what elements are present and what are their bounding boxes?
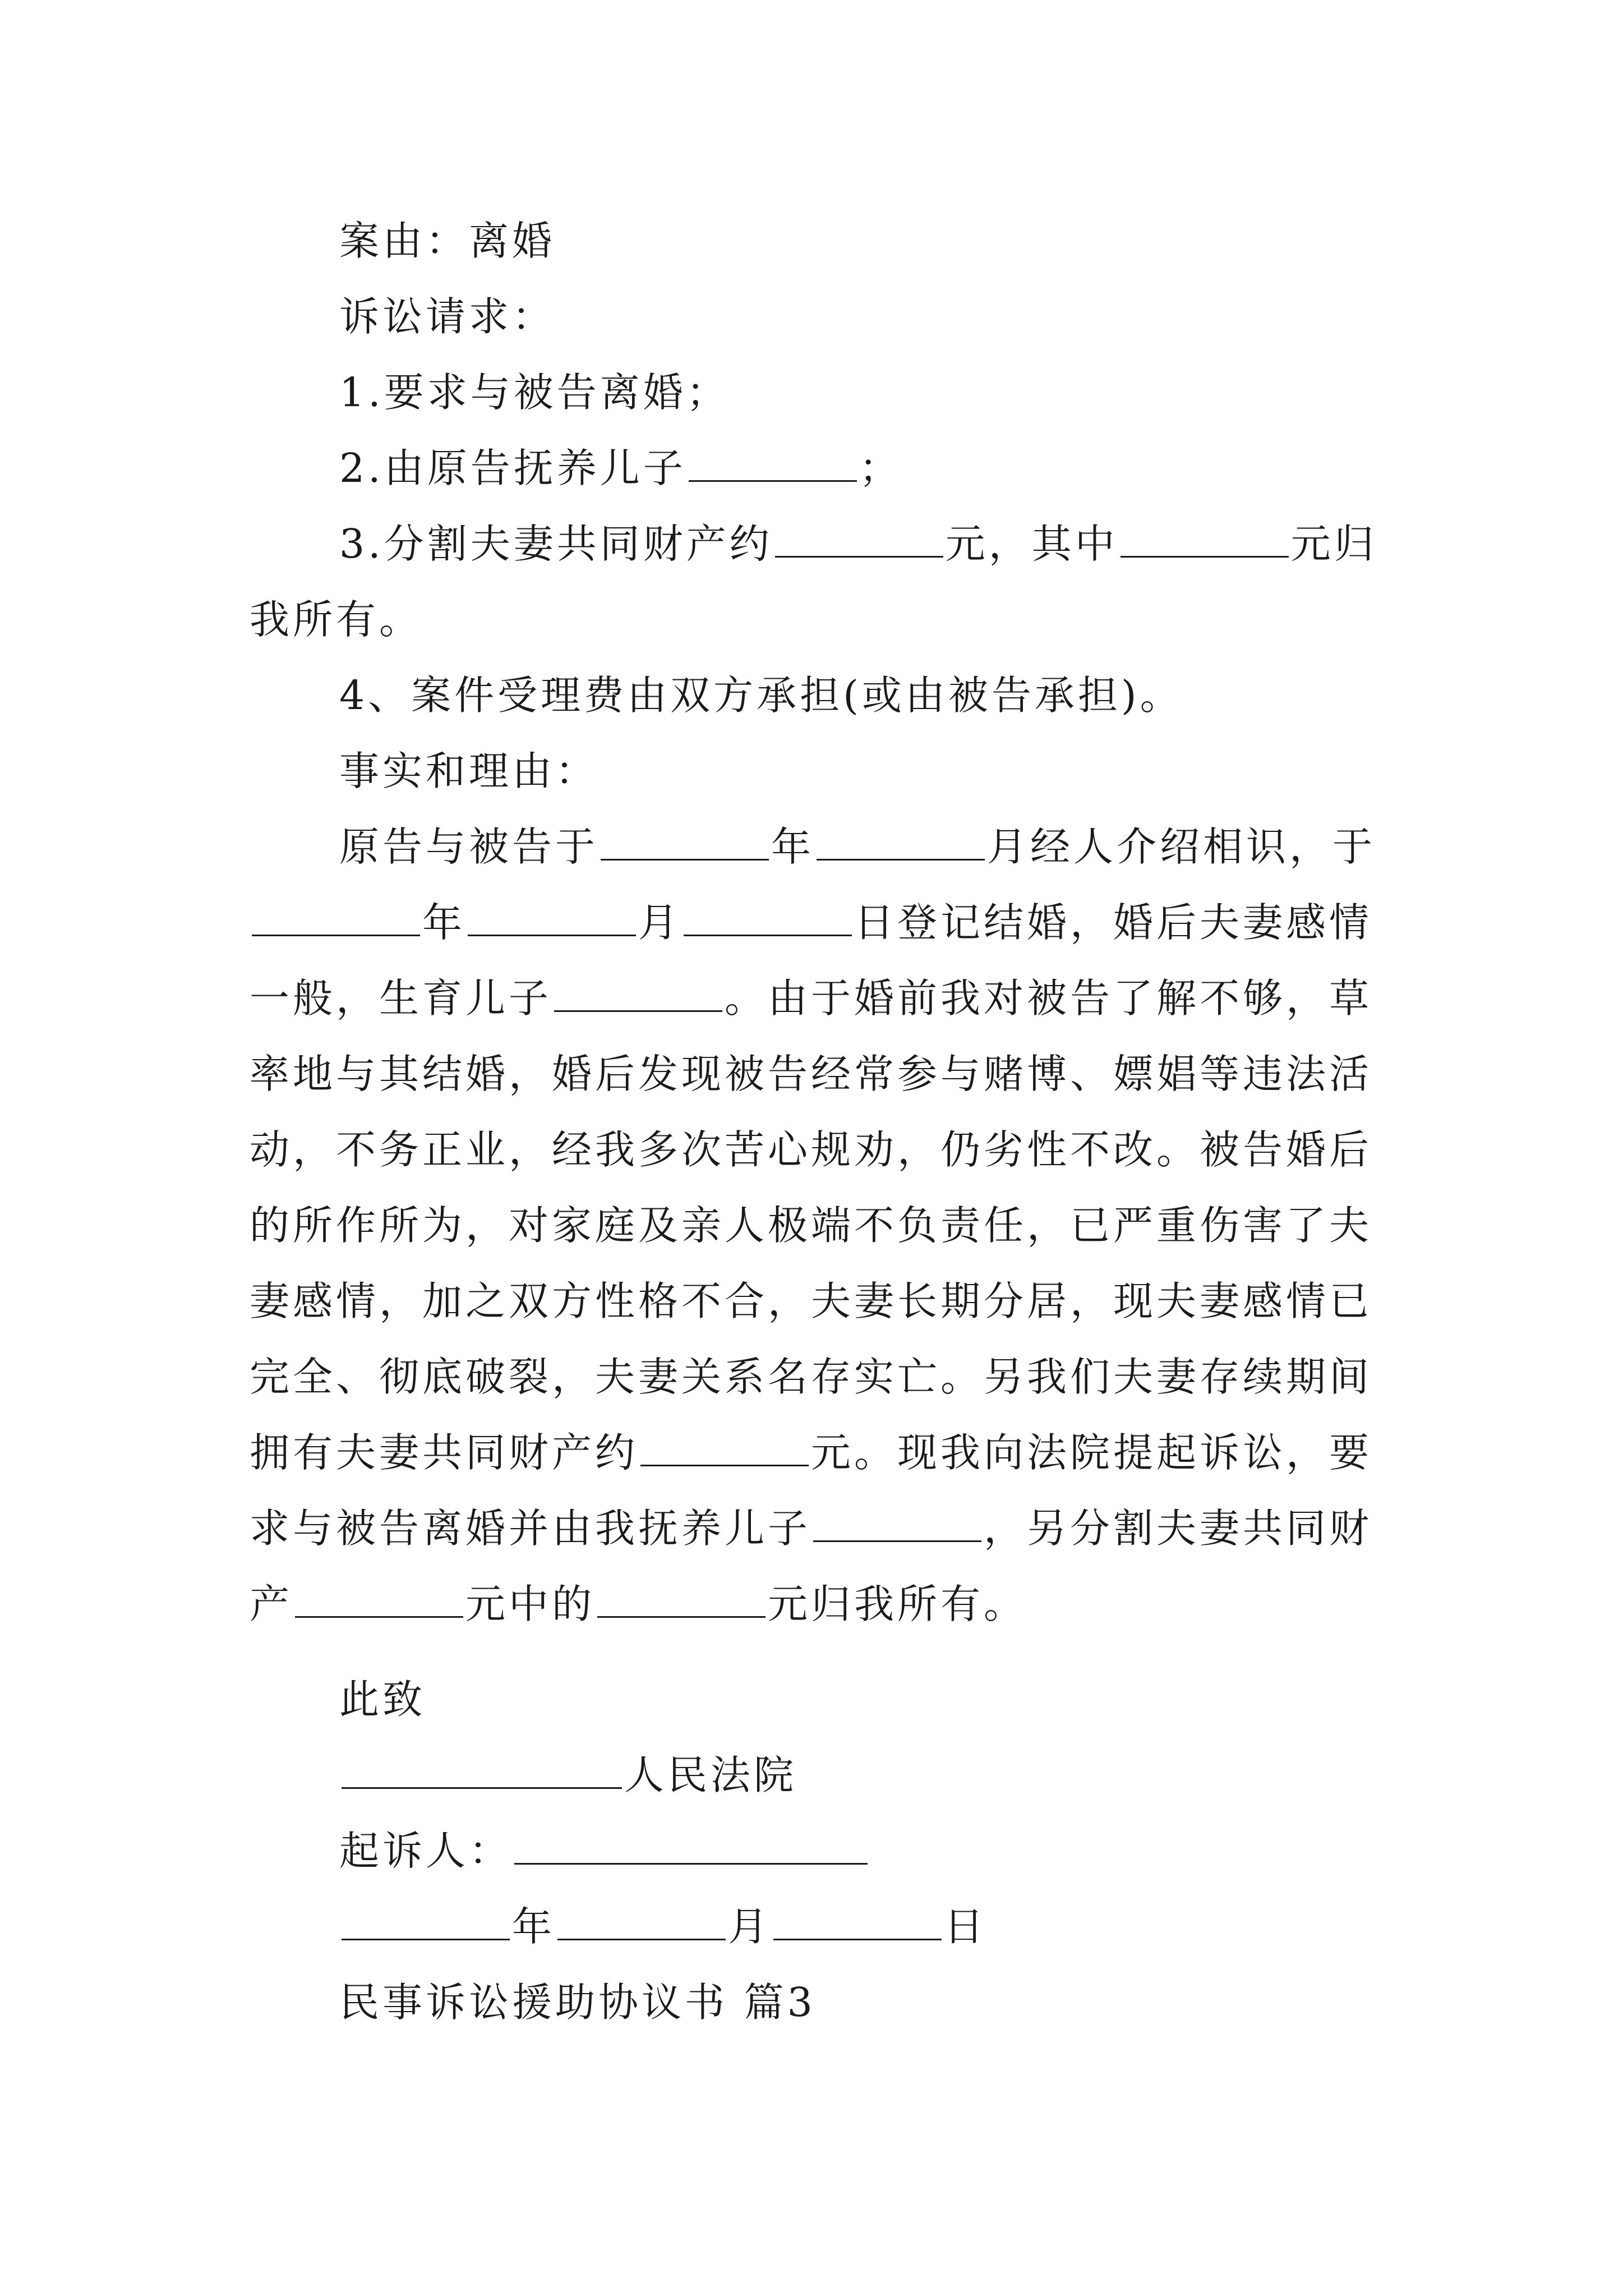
blank-field	[773, 1899, 942, 1940]
facts-line: 动，不务正业，经我多次苦心规劝，仍劣性不改。被告婚后	[250, 1126, 1373, 1173]
claims-heading: 诉讼请求：	[339, 293, 556, 340]
blank-field	[468, 895, 636, 936]
facts-line: 年 月 日登记结婚，婚后夫妻感情	[250, 895, 1388, 951]
date-line: 年 月 日	[339, 1899, 1388, 1955]
section-title: 民事诉讼援助协议书 篇3	[339, 1979, 816, 2026]
closing: 此致	[339, 1676, 426, 1723]
claim-3-cont: 我所有。	[250, 596, 423, 643]
facts-line: 求与被告离婚并由我抚养儿子 ，另分割夫妻共同财	[250, 1501, 1388, 1557]
claim-2: 2.由原告抚养儿子 ；	[339, 440, 1388, 496]
blank-field	[252, 895, 420, 936]
blank-field	[640, 1425, 809, 1466]
claim-1: 1.要求与被告离婚；	[339, 369, 730, 416]
blank-field	[295, 1577, 463, 1618]
facts-line: 拥有夫妻共同财产约 元。现我向法院提起诉讼，要	[250, 1425, 1388, 1481]
blank-field	[514, 1824, 868, 1865]
facts-line: 的所作所为，对家庭及亲人极端不负责任，已严重伤害了夫	[250, 1202, 1373, 1249]
blank-field	[684, 895, 852, 936]
case-cause: 案由：离婚	[339, 218, 556, 264]
claim-3: 3.分割夫妻共同财产约 元，其中 元归	[339, 516, 1388, 572]
blank-field	[601, 820, 769, 861]
blank-field	[342, 1899, 510, 1940]
court-line: 人民法院	[339, 1747, 1388, 1803]
claim-4: 4、案件受理费由双方承担(或由被告承担)。	[339, 672, 1183, 719]
blank-field	[554, 971, 722, 1012]
blank-field	[689, 441, 857, 482]
facts-line: 妻感情，加之双方性格不合，夫妻长期分居，现夫妻感情已	[250, 1278, 1373, 1324]
facts-heading: 事实和理由：	[339, 748, 599, 794]
blank-field	[557, 1899, 726, 1940]
blank-field	[813, 1501, 981, 1542]
blank-field	[342, 1748, 622, 1789]
blank-field	[775, 517, 943, 558]
blank-field	[1121, 517, 1289, 558]
blank-field	[597, 1577, 766, 1618]
facts-line: 完全、彻底破裂，夫妻关系名存实亡。另我们夫妻存续期间	[250, 1354, 1373, 1400]
facts-line: 产 元中的 元归我所有。	[250, 1576, 1388, 1632]
facts-line: 原告与被告于 年 月经人介绍相识，于	[339, 819, 1388, 875]
blank-field	[817, 820, 985, 861]
facts-line: 率地与其结婚，婚后发现被告经常参与赌博、嫖娼等违法活	[250, 1051, 1373, 1097]
plaintiff-line: 起诉人：	[339, 1823, 1388, 1879]
facts-line: 一般，生育儿子 。由于婚前我对被告了解不够，草	[250, 970, 1388, 1027]
